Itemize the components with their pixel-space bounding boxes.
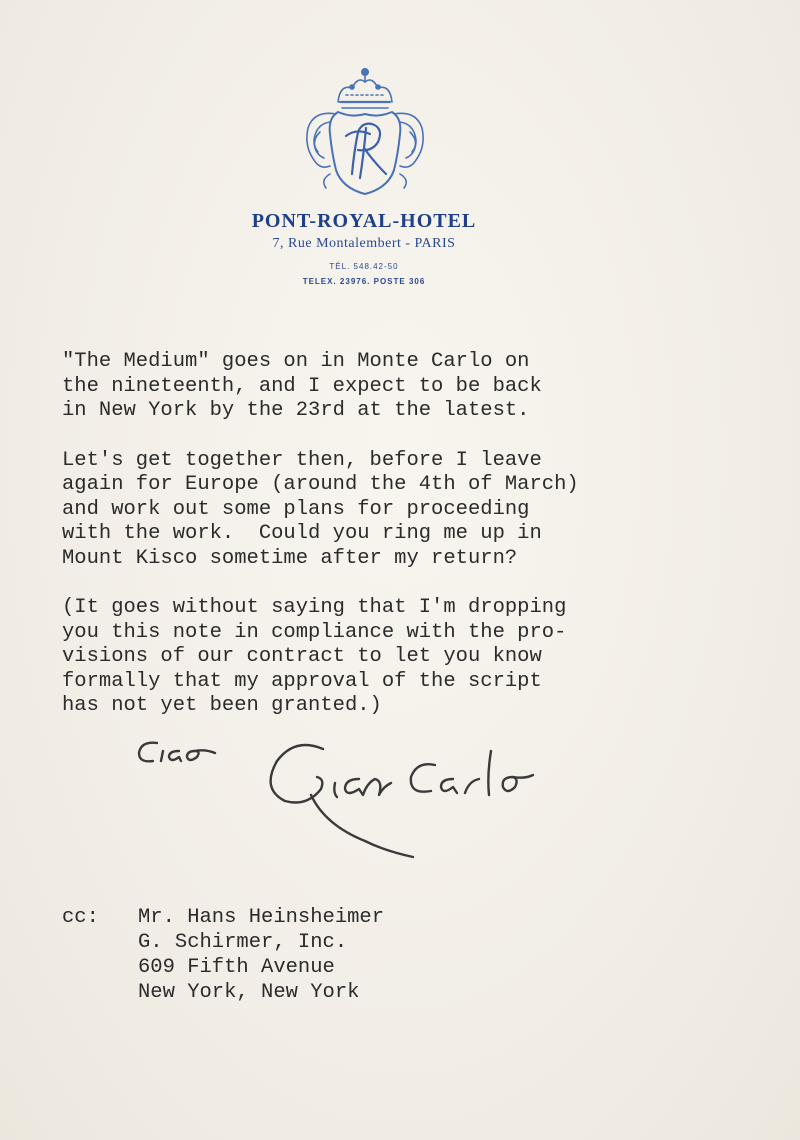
cc-line: New York, New York [138, 981, 360, 1004]
letter-body [62, 350, 762, 744]
body-line: "The Medium" goes on in Monte Carlo on [62, 350, 530, 373]
body-line: Let's get together then, before I leave [62, 448, 542, 472]
cc-recipient [138, 905, 384, 1005]
cc-line: Mr. Hans Heinsheimer [138, 906, 385, 929]
paragraph-1 [62, 350, 762, 424]
hotel-name: PONT-ROYAL-HOTEL [251, 210, 477, 232]
body-line: Mount Kisco sometime after my return? [62, 546, 518, 570]
handwritten-signature [135, 735, 565, 865]
hotel-telex: TELEX. 23976. POSTE 306 [302, 277, 426, 286]
body-line: you this note in compliance with the pro- [62, 620, 567, 644]
paragraph-3 [62, 596, 762, 719]
hotel-address: 7, Rue Montalembert - PARIS [272, 236, 456, 251]
crown-monogram-crest-icon [300, 62, 430, 202]
body-line: the nineteenth, and I expect to be back [62, 374, 542, 398]
body-line: (It goes without saying that I'm dropping [62, 596, 567, 619]
cc-line: 609 Fifth Avenue [138, 956, 335, 979]
body-line: again for Europe (around the 4th of March) [62, 473, 579, 496]
body-line: and work out some plans for proceeding [62, 497, 530, 521]
body-line: visions of our contract to let you know [62, 645, 542, 668]
body-line: in New York by the 23rd at the latest. [62, 399, 530, 422]
hotel-telephone: TÉL. 548.42-50 [329, 262, 399, 271]
cc-line: G. Schirmer, Inc. [138, 931, 348, 954]
body-line: has not yet been granted.) [62, 694, 382, 717]
body-line: formally that my approval of the script [62, 669, 542, 693]
body-line: with the work. Could you ring me up in [62, 522, 542, 545]
cc-label: cc: [62, 906, 99, 929]
paragraph-2 [62, 449, 762, 572]
